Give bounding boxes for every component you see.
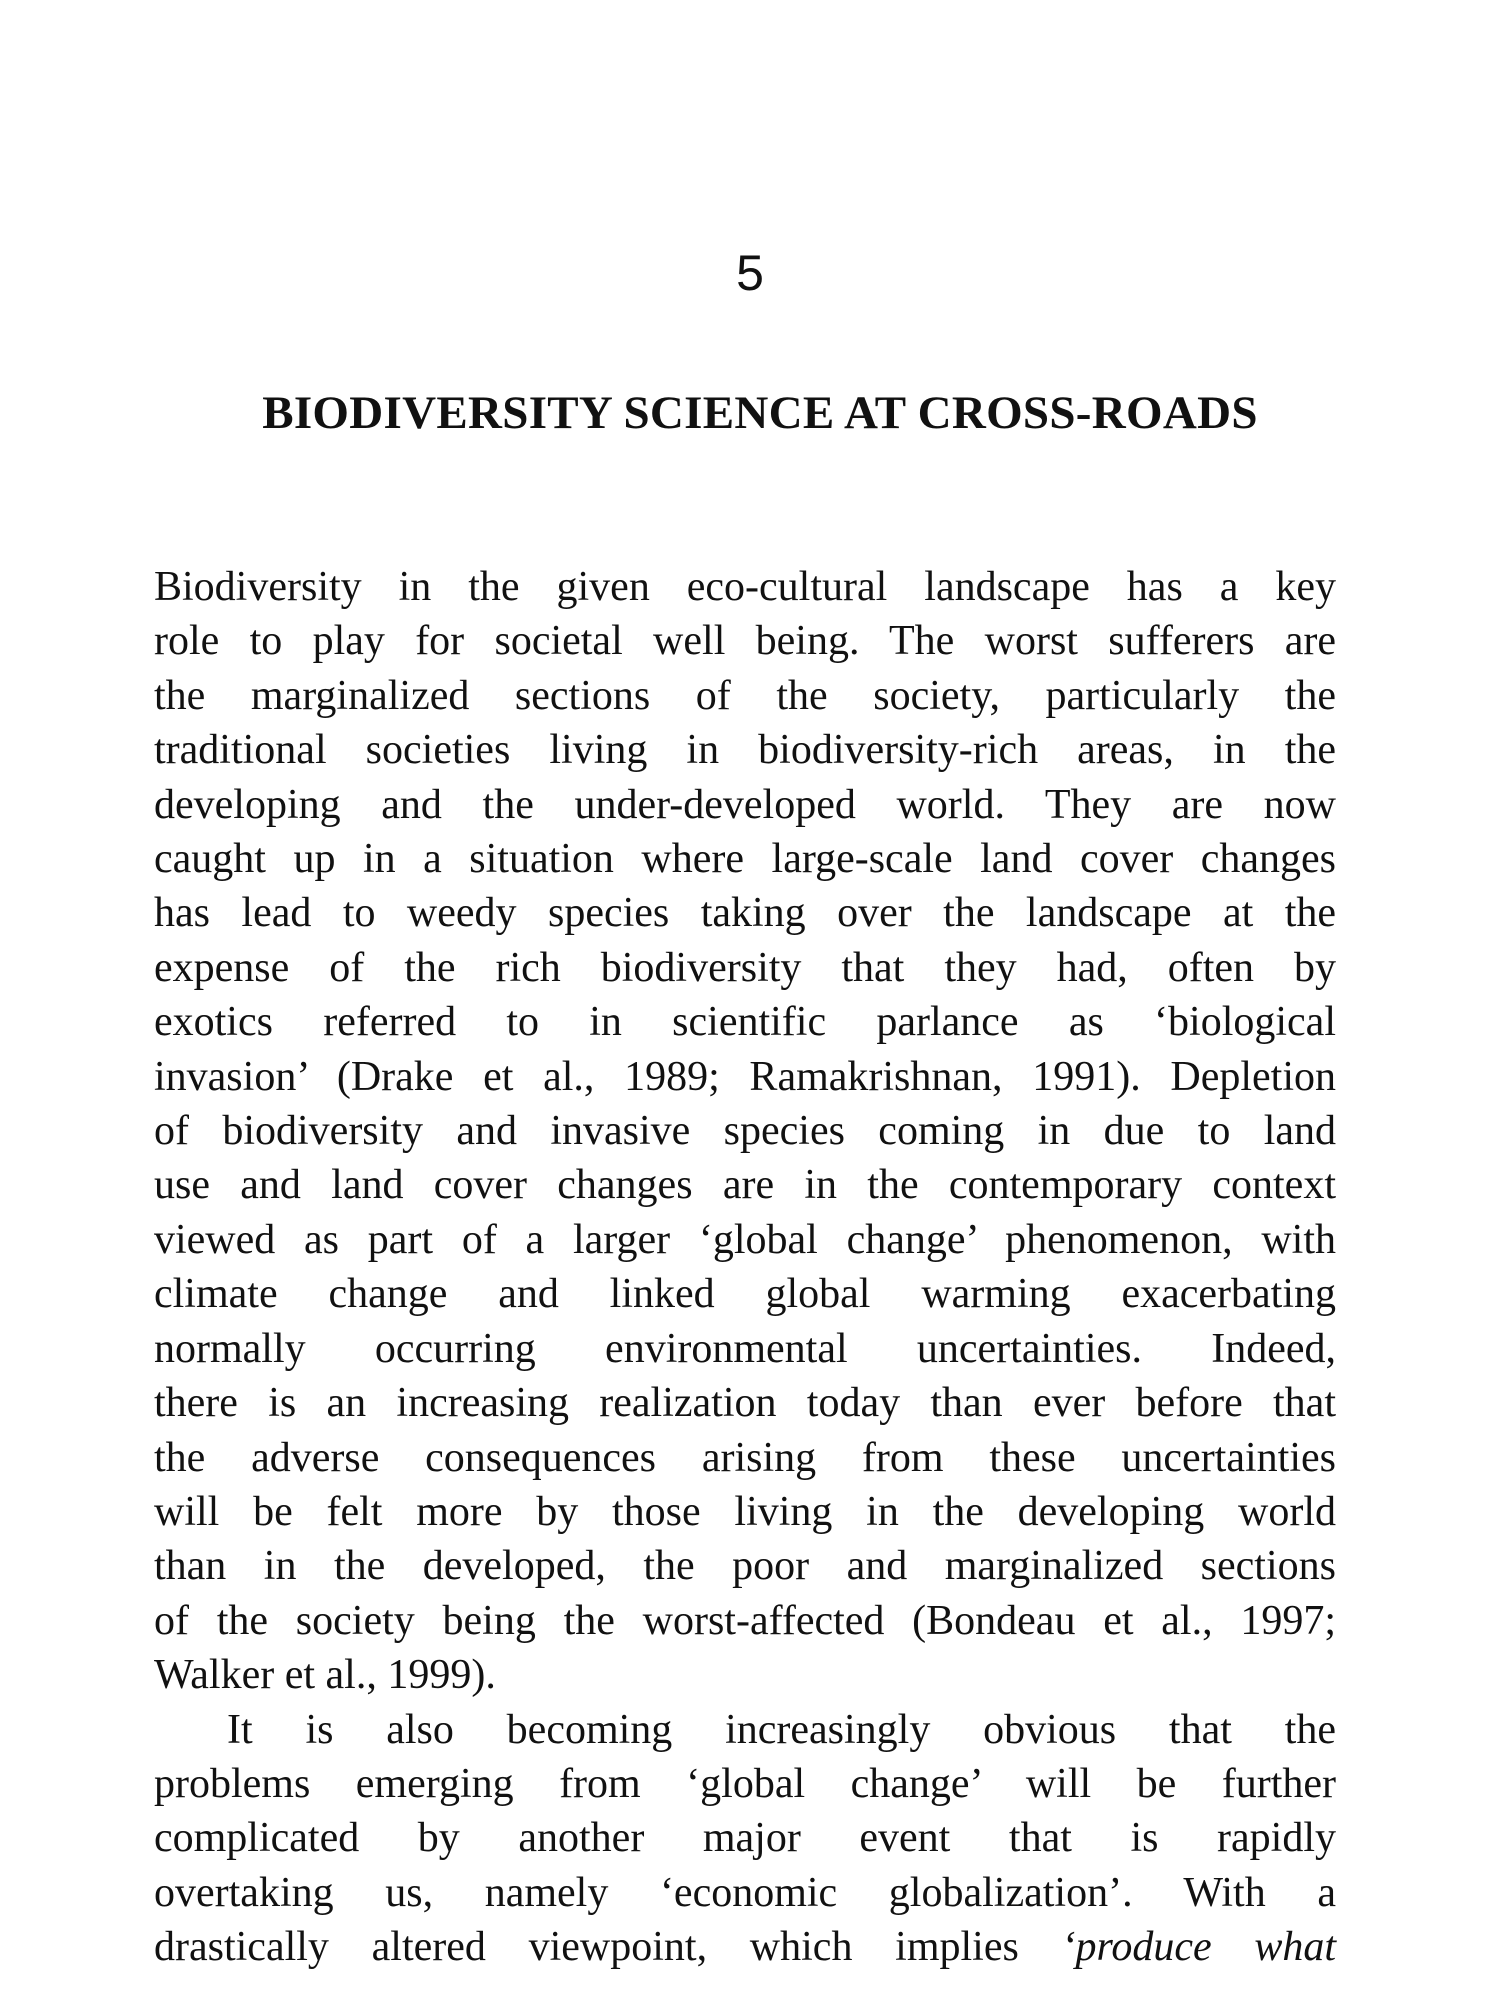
text-line: developing and the under-developed world. They are now: [154, 781, 1336, 828]
text-line: the marginalized sections of the society, particularly the: [154, 672, 1336, 719]
text-line: invasion’ (Drake et al., 1989; Ramakrishnan, 1991). Depletion: [154, 1053, 1336, 1100]
text-line: the adverse consequences arising from these uncertainties: [154, 1434, 1336, 1481]
text-line: viewed as part of a larger ‘global change’ phenomenon, with: [154, 1216, 1336, 1263]
text-line: It is also becoming increasingly obvious that the: [227, 1706, 1336, 1753]
text-line: climate change and linked global warming exacerbating: [154, 1271, 1336, 1318]
text-line: role to play for societal well being. The worst sufferers are: [154, 618, 1336, 665]
text-line: caught up in a situation where large-scale land cover changes: [154, 836, 1336, 883]
text-regular: drastically altered viewpoint, which implies: [154, 1924, 1062, 1971]
text-line: of biodiversity and invasive species coming in due to land: [154, 1108, 1336, 1155]
text-line: will be felt more by those living in the developing world: [154, 1488, 1336, 1535]
text-line: there is an increasing realization today than ever before that: [154, 1380, 1336, 1427]
text-line: traditional societies living in biodiversity-rich areas, in the: [154, 727, 1336, 774]
text-line: problems emerging from ‘global change’ will be further: [154, 1760, 1336, 1807]
text-line: of the society being the worst-affected (Bondeau et al., 1997;: [154, 1597, 1336, 1644]
text-line: has lead to weedy species taking over the landscape at the: [154, 890, 1336, 937]
text-line: expense of the rich biodiversity that they had, often by: [154, 944, 1336, 991]
body-text: [154, 560, 1336, 1975]
text-line: use and land cover changes are in the contemporary context: [154, 1162, 1336, 1209]
chapter-number: 5: [736, 245, 764, 301]
text-line: complicated by another major event that is rapidly: [154, 1815, 1336, 1862]
paragraph-1: [154, 560, 1336, 1703]
paragraph-2: [154, 1703, 1336, 1975]
text-line: Biodiversity in the given eco-cultural landscape has a key: [154, 564, 1336, 610]
text-line-last: [154, 1920, 1336, 1974]
text-line: Walker et al., 1999).: [154, 1652, 496, 1699]
text-line: overtaking us, namely ‘economic globalization’. With a: [154, 1869, 1336, 1916]
text-line: than in the developed, the poor and marginalized sections: [154, 1543, 1336, 1590]
text-line: normally occurring environmental uncertainties. Indeed,: [154, 1325, 1336, 1372]
chapter-title: BIODIVERSITY SCIENCE AT CROSS-ROADS: [262, 387, 1258, 439]
text-line: exotics referred to in scientific parlance as ‘biological: [154, 999, 1336, 1046]
text-italic: ‘produce what: [1061, 1924, 1336, 1971]
